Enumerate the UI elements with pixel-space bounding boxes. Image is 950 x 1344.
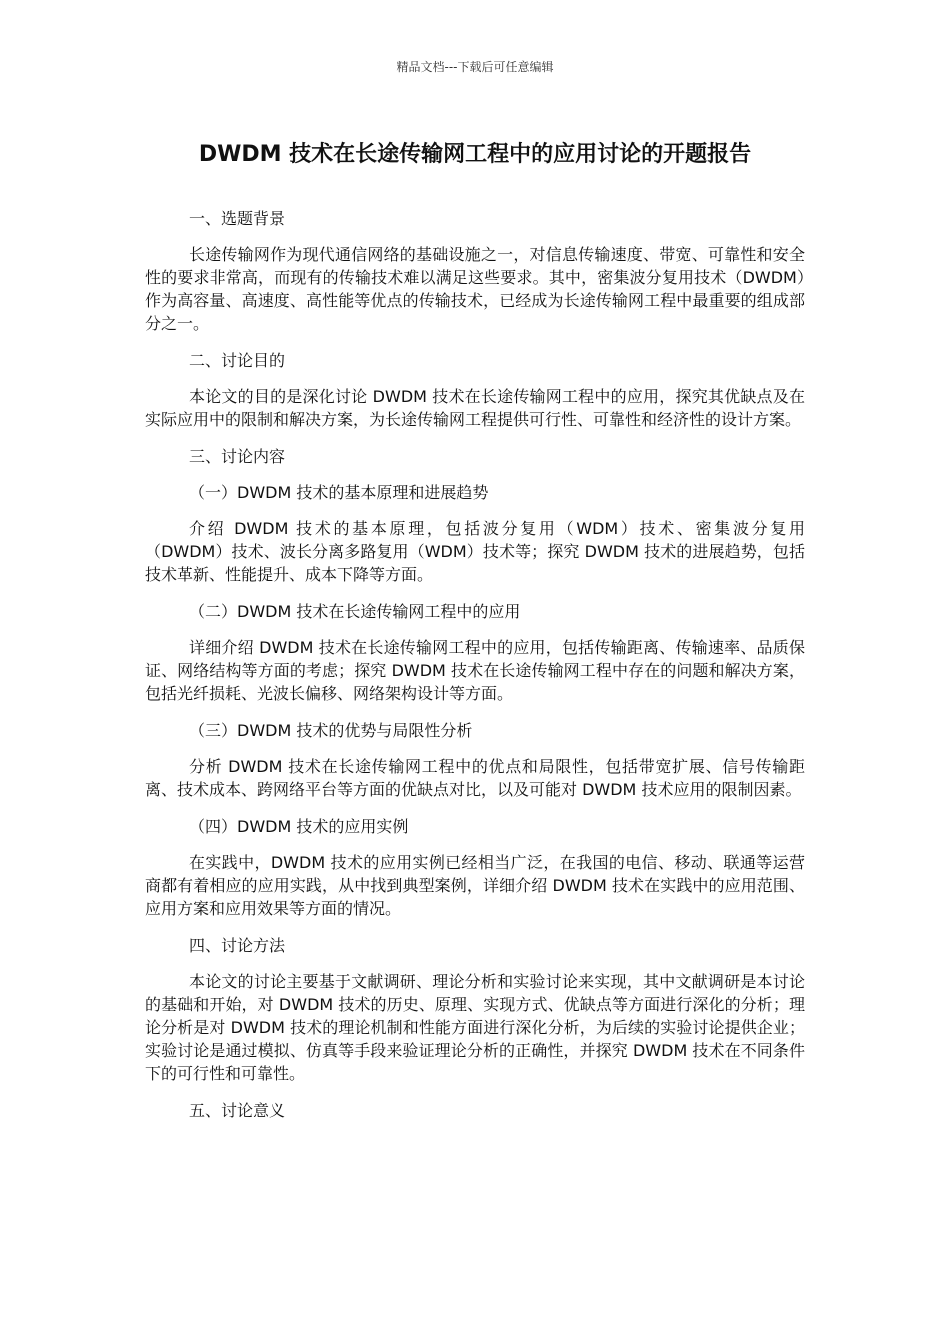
- subsection-heading-principles: （一）DWDM 技术的基本原理和进展趋势: [189, 483, 489, 502]
- section-paragraph-methods: 本论文的讨论主要基于文献调研、理论分析和实验讨论来实现，其中文献调研是本讨论的基础和开始，对 DWDM 技术的历史、原理、实现方式、优缺点等方面进行深化的分析；理论分析是对 DWDM 技术的理论机制和性能方面进行深化分析，为后续的实验讨论提供企业；实验讨论是通过模拟、仿真等手段来验证理论分析的正确性，并探究 DWDM 技术在不同条件下的可行性和可靠性。: [145, 972, 805, 1083]
- section-heading-background: 一、选题背景: [189, 209, 286, 228]
- section-heading-significance: 五、讨论意义: [189, 1101, 286, 1120]
- section-paragraph-purpose: 本论文的目的是深化讨论 DWDM 技术在长途传输网工程中的应用，探究其优缺点及在实际应用中的限制和解决方案，为长途传输网工程提供可行性、可靠性和经济性的设计方案。: [145, 387, 805, 429]
- section-heading-methods: 四、讨论方法: [189, 936, 286, 955]
- section-heading-purpose: 二、讨论目的: [189, 351, 286, 370]
- page-header-text: 精品文档---下载后可任意编辑: [396, 60, 554, 74]
- document-body: [145, 207, 805, 1135]
- subsection-paragraph-principles: 介绍 DWDM 技术的基本原理，包括波分复用（WDM）技术、密集波分复用（DWDM）技术、波长分离多路复用（WDM）技术等；探究 DWDM 技术的进展趋势，包括技术革新、性能提升、成本下降等方面。: [145, 519, 805, 584]
- subsection-heading-advantages: （三）DWDM 技术的优势与局限性分析: [189, 721, 473, 740]
- subsection-heading-examples: （四）DWDM 技术的应用实例: [189, 817, 409, 836]
- subsection-paragraph-application: 详细介绍 DWDM 技术在长途传输网工程中的应用，包括传输距离、传输速率、品质保证、网络结构等方面的考虑；探究 DWDM 技术在长途传输网工程中存在的问题和解决方案，包括光纤损耗、光波长偏移、网络架构设计等方面。: [145, 638, 805, 703]
- document-title: DWDM 技术在长途传输网工程中的应用讨论的开题报告: [198, 142, 752, 167]
- subsection-paragraph-examples: 在实践中，DWDM 技术的应用实例已经相当广泛，在我国的电信、移动、联通等运营商都有着相应的应用实践，从中找到典型案例，详细介绍 DWDM 技术在实践中的应用范围、应用方案和应用效果等方面的情况。: [145, 853, 805, 918]
- subsection-heading-application: （二）DWDM 技术在长途传输网工程中的应用: [189, 602, 521, 621]
- section-paragraph-background: 长途传输网作为现代通信网络的基础设施之一，对信息传输速度、带宽、可靠性和安全性的要求非常高，而现有的传输技术难以满足这些要求。其中，密集波分复用技术（DWDM）作为高容量、高速度、高性能等优点的传输技术，已经成为长途传输网工程中最重要的组成部分之一。: [145, 245, 805, 333]
- section-heading-content: 三、讨论内容: [189, 447, 286, 466]
- subsection-paragraph-advantages: 分析 DWDM 技术在长途传输网工程中的优点和局限性，包括带宽扩展、信号传输距离、技术成本、跨网络平台等方面的优缺点对比，以及可能对 DWDM 技术应用的限制因素。: [145, 757, 805, 799]
